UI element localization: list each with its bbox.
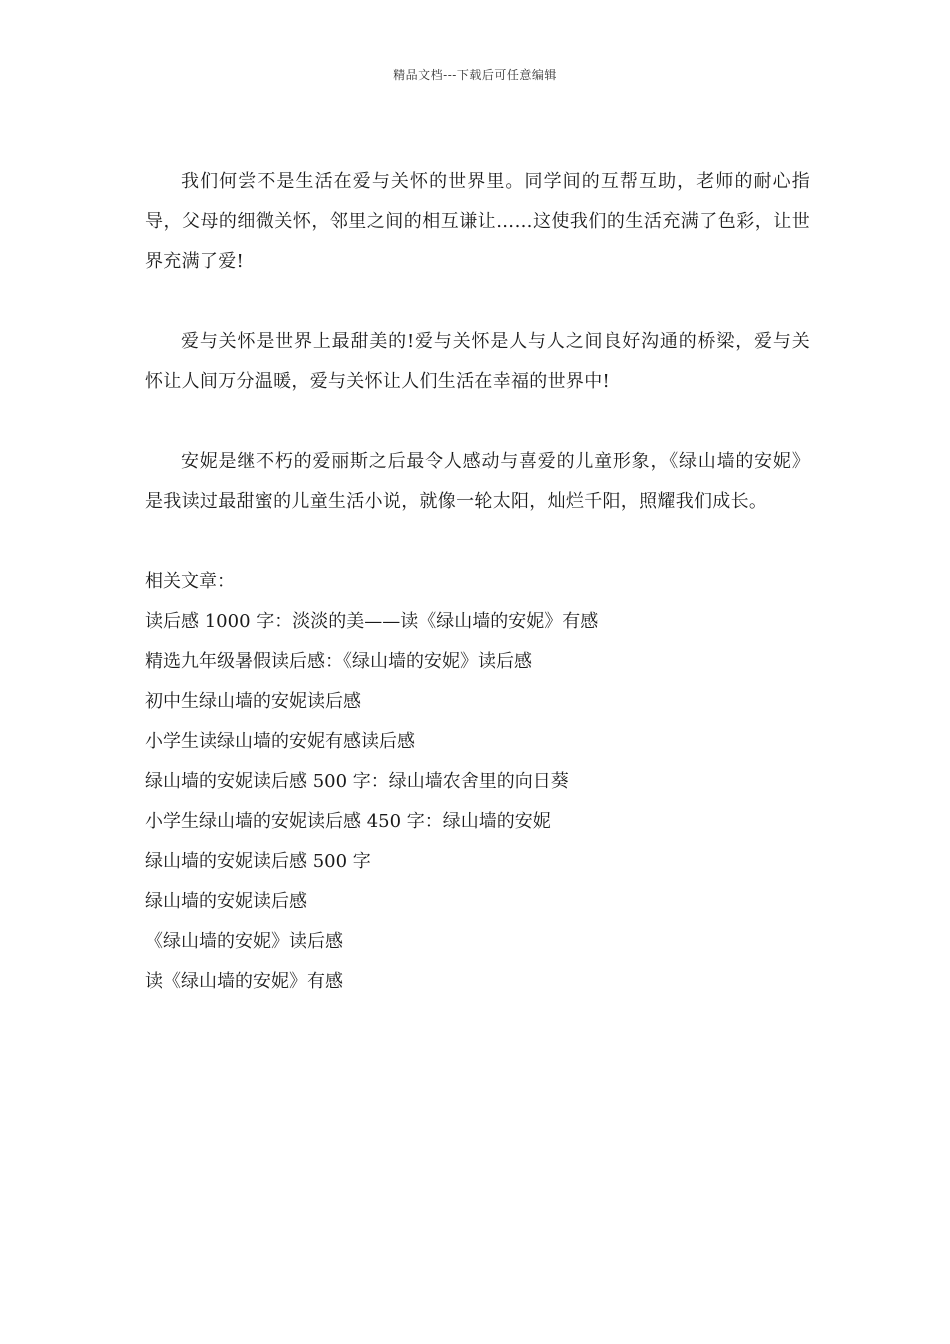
- related-article-link[interactable]: 读《绿山墙的安妮》有感: [145, 971, 343, 992]
- related-article-link[interactable]: 小学生读绿山墙的安妮有感读后感: [145, 731, 415, 752]
- related-article-link[interactable]: 绿山墙的安妮读后感 500 字: [145, 851, 371, 872]
- paragraph-3: 安妮是继不朽的爱丽斯之后最令人感动与喜爱的儿童形象，《绿山墙的安妮》是我读过最甜蜜的儿童生活小说，就像一轮太阳，灿烂千阳，照耀我们成长。: [145, 451, 810, 512]
- related-articles-heading: 相关文章：: [145, 571, 235, 592]
- related-article-link[interactable]: 初中生绿山墙的安妮读后感: [145, 691, 361, 712]
- related-articles-list: [145, 602, 810, 1002]
- document-body: [145, 162, 810, 1002]
- related-article-link[interactable]: 读后感 1000 字：淡淡的美——读《绿山墙的安妮》有感: [145, 611, 599, 632]
- related-article-link[interactable]: 《绿山墙的安妮》读后感: [145, 931, 343, 952]
- paragraph-2: 爱与关怀是世界上最甜美的!爱与关怀是人与人之间良好沟通的桥梁，爱与关怀让人间万分温暖，爱与关怀让人们生活在幸福的世界中!: [145, 331, 810, 392]
- related-article-link[interactable]: 小学生绿山墙的安妮读后感 450 字：绿山墙的安妮: [145, 811, 551, 832]
- paragraph-1: 我们何尝不是生活在爱与关怀的世界里。同学间的互帮互助，老师的耐心指导，父母的细微关怀，邻里之间的相互谦让……这使我们的生活充满了色彩，让世界充满了爱!: [145, 171, 810, 272]
- related-article-link[interactable]: 绿山墙的安妮读后感: [145, 891, 307, 912]
- page-header: 精品文档---下载后可任意编辑: [393, 68, 557, 82]
- related-article-link[interactable]: 绿山墙的安妮读后感 500 字：绿山墙农舍里的向日葵: [145, 771, 569, 792]
- related-article-link[interactable]: 精选九年级暑假读后感：《绿山墙的安妮》读后感: [145, 651, 532, 672]
